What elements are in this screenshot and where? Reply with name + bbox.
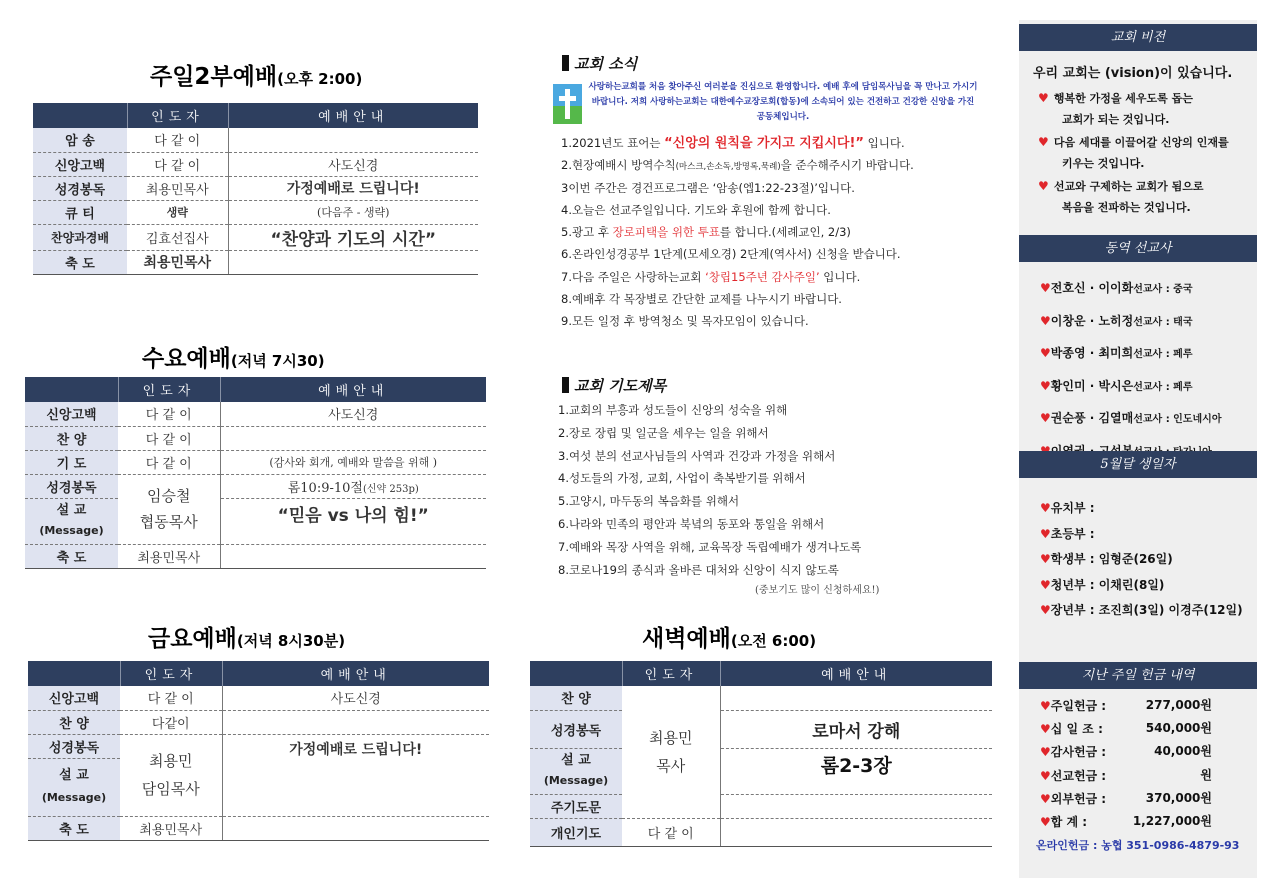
news-motto: “신앙의 원칙을 가지고 지킵시다!” [664,136,864,151]
list-item: 5.고양시, 마두동의 복음화를 위해서 [558,494,740,509]
heart-icon: ♥ [1040,411,1051,425]
missionary-names: 권순풍 · 김열매 [1050,411,1134,425]
list-item [1040,810,1212,833]
vision-intro: 우리 교회는 (vision)이 있습니다. [1033,66,1233,81]
list-item [1040,572,1243,598]
heart-icon: ♥ [1040,346,1051,360]
missionary-country: 선교사 : 중국 [1133,284,1193,295]
row-info [228,128,478,152]
friday-table [28,661,489,841]
offering-label: 주일헌금 : [1050,699,1107,713]
heart-icon: ♥ [1040,722,1051,737]
news-heading-text: 교회 소식 [574,55,638,73]
list-item: 7.예배와 목장 사역을 위해, 교육목장 독립예배가 생겨나도록 [558,539,862,554]
list-item [1038,174,1229,197]
birthdays-heading: 5월달 생일자 [1019,451,1257,478]
offering-label: 십 일 조 : [1050,722,1103,737]
news-text: 7.다음 주일은 사랑하는교회 [561,269,706,284]
news-text: 입니다. [819,269,861,284]
heart-icon: ♥ [1038,179,1049,193]
row-info: 가정예배로 드립니다! [228,176,478,200]
news-highlight: ‘창립15주년 감사주일’ [705,269,820,284]
merged-leader [118,474,220,544]
welcome-message: 사랑하는교회를 처음 찾아주신 여러분을 진심으로 환영합니다. 예배 후에 담임목사님을 꼭 만나고 가시기 바랍니다. 저희 사랑하는교회는 대한예수교장로회(합동)에 소속되어 있는 건전하고 건강한 신앙을 가진 공동체입니다. [588,82,978,122]
row-label [28,758,120,816]
header-empty [530,661,622,686]
news-text: 2.현장예배시 방역수칙 [561,158,676,173]
list-item: 3.여섯 분의 선교사님들의 사역과 건강과 가정을 위해서 [558,448,836,463]
header-info: 예배안내 [220,377,486,402]
heart-icon: ♥ [1038,91,1049,105]
list-item [1040,370,1221,403]
list-item: 6.온라인성경공부 1단계(모세오경) 2단계(역사서) 신청을 받습니다. [561,247,901,262]
online-offering-account: 온라인헌금 : 농협 351-0986-4879-93 [1036,839,1240,852]
heart-icon: ♥ [1040,526,1051,541]
header-empty [28,661,120,686]
row-info: “찬양과 기도의 시간” [228,224,478,250]
vision-text: 선교와 구제하는 교회가 됨으로 [1053,180,1204,193]
prayer-note: (중보기도 많이 신청하세요!) [755,585,880,596]
row-label-main: 설 교 [56,503,87,518]
row-leader: 최용민목사 [127,250,228,274]
leader-title: 목사 [656,756,686,775]
leader-name: 최용민 [149,752,193,770]
list-item [1040,546,1243,572]
leader-title: 협동목사 [139,513,198,531]
offering-label: 선교헌금 : [1050,768,1107,783]
list-item [1040,740,1212,763]
news-text: 5.광고 후 [561,225,613,240]
sunday2-table [33,103,478,275]
missionary-country: 선교사 : 인도네시아 [1133,414,1222,425]
table-row [28,686,489,710]
vision-text: 키우는 것입니다. [1062,157,1145,170]
header-empty [25,377,118,402]
header-leader: 인도자 [120,661,222,686]
header-info: 예배안내 [222,661,489,686]
leader-name: 임승철 [147,487,191,505]
list-item [1040,495,1243,521]
header-info: 예배안내 [228,103,478,128]
heart-icon: ♥ [1040,791,1051,806]
row-leader: 김효선집사 [127,224,228,250]
row-info: 롬2-3장 [720,748,992,794]
news-text: 입니다. [863,136,905,150]
row-label: 찬 양 [28,710,120,734]
row-leader: 다 같 이 [127,152,228,176]
list-item: 8.코로나19의 종식과 올바른 대처와 신앙이 식지 않도록 [558,562,839,577]
leader-title: 담임목사 [141,780,200,798]
list-item [1040,694,1212,717]
heart-icon: ♥ [1040,552,1051,566]
table-row [33,224,478,250]
offering-amount: 1,227,000원 [1132,814,1212,829]
heart-icon: ♥ [1040,281,1051,295]
row-label: 축 도 [25,544,118,568]
header-leader: 인도자 [127,103,228,128]
table-row [33,200,478,224]
heart-icon: ♥ [1040,745,1051,760]
news-heading [562,53,637,74]
row-leader: 생략 [127,200,228,224]
missionary-names: 황인미 · 박시은 [1050,378,1134,393]
header-leader: 인도자 [622,661,720,686]
prayer-heading [562,375,666,396]
row-label: 암 송 [33,128,127,152]
birthday-text: 청년부 : 이채린(8일) [1050,577,1165,592]
row-label-sub: (Message) [41,791,107,804]
table-row [25,474,486,498]
list-item [561,154,914,176]
list-item [1040,597,1243,623]
missionary-country: 선교사 : 페루 [1133,349,1193,360]
row-info [220,474,486,498]
row-leader: 최용민목사 [120,816,222,840]
row-label: 찬 양 [25,426,118,450]
list-item: 4.성도들의 가정, 교회, 사업이 축복받기를 위해서 [558,471,806,486]
row-label: 찬 양 [530,686,622,710]
offering-amount: 277,000원 [1145,698,1212,712]
row-info: 사도신경 [220,402,486,426]
table-row [25,498,486,544]
list-item: 1.교회의 부흥과 성도들이 신앙의 성숙을 위해 [558,403,788,417]
list-item: 6.나라와 민족의 평안과 북녘의 동포와 통일을 위해서 [558,516,825,531]
header-info: 예배안내 [720,661,992,686]
row-leader: 최용민목사 [127,176,228,200]
missionary-names: 이창운 · 노히정 [1050,313,1134,328]
offering-amount: 원 [1200,767,1212,782]
sunday2-title [150,58,362,91]
row-info: 사도신경 [228,152,478,176]
table-row [33,152,478,176]
heart-icon: ♥ [1040,768,1051,783]
vision-list [1038,86,1229,218]
row-leader: 다 같 이 [118,426,220,450]
birthday-text: 학생부 : 임형준(26일) [1050,552,1173,566]
offering-amount: 40,000원 [1154,744,1212,759]
row-label-sub: (Message) [39,524,104,537]
news-text: 을 준수해주시기 바랍니다. [780,158,914,173]
sunday2-time: (오후 2:00) [277,70,363,88]
list-item: 4.오늘은 선교주일입니다. 기도와 후원에 함께 합니다. [561,202,831,217]
row-leader: 다 같 이 [120,686,222,710]
heart-icon: ♥ [1040,699,1051,713]
sermon-title: “믿음 vs 나의 힘!” [220,498,486,544]
list-item [1040,402,1221,435]
heart-icon: ♥ [1040,501,1051,515]
row-info [220,544,486,568]
row-label: 신앙고백 [33,152,127,176]
wednesday-table [25,377,486,569]
list-item: 2.장로 장립 및 일군을 세우는 일을 위해서 [558,425,769,440]
row-info: (감사와 회개, 예배와 말씀을 위해 ) [220,450,486,474]
table-row [530,748,992,794]
row-leader: 다 같 이 [622,818,720,846]
row-leader: 다같이 [120,710,222,734]
table-row [25,426,486,450]
friday-title-text: 금요예배 [148,626,237,652]
wednesday-title [142,340,325,373]
header-empty [33,103,127,128]
wednesday-title-text: 수요예배 [142,346,231,372]
list-item [1040,305,1221,338]
prayer-heading-text: 교회 기도제목 [574,377,667,395]
sunday2-title-text: 주일2부예배 [150,64,278,90]
row-label [530,748,622,794]
table-row [33,176,478,200]
scripture-page: (신약 253p) [362,483,419,495]
table-row [530,818,992,846]
table-row [33,128,478,152]
offering-amount: 370,000원 [1145,790,1212,805]
cross-logo-icon [553,84,582,124]
row-info [228,250,478,274]
row-leader: 최용민목사 [118,544,220,568]
birthday-list [1040,495,1243,623]
row-label: 성경봉독 [25,474,118,498]
heart-icon: ♥ [1040,603,1051,617]
news-highlight: 장로피택을 위한 투표 [612,225,720,240]
row-label-sub: (Message) [543,774,609,787]
missionaries-heading: 동역 선교사 [1019,235,1257,262]
row-label-main: 설 교 [561,753,591,768]
list-item: 8.예배후 각 목장별로 간단한 교제를 나누시기 바랍니다. [561,292,842,307]
offering-label: 외부헌금 : [1050,791,1107,806]
list-item [1040,717,1212,740]
table-row [28,710,489,734]
offering-label: 합 계 : [1050,815,1088,830]
missionary-list [1040,272,1221,467]
table-row [33,250,478,274]
list-item [1040,764,1212,787]
row-label: 큐 티 [33,200,127,224]
dawn-table [530,661,992,847]
heart-icon: ♥ [1038,135,1049,149]
row-label: 주기도문 [530,794,622,818]
prayer-list [558,399,861,581]
list-item [1040,787,1212,810]
missionary-names: 전호신 · 이이화 [1050,281,1134,295]
merged-leader [622,686,720,818]
list-item: 3이번 주간은 경건프로그램은 ‘암송(엡1:22-23절)’입니다. [561,180,855,195]
header-leader: 인도자 [118,377,220,402]
row-info: 로마서 강해 [720,710,992,748]
row-label: 성경봉독 [33,176,127,200]
missionary-country: 선교사 : 페루 [1133,381,1193,393]
list-item [561,221,914,243]
news-note: (마스크,손소독,방명록,묵례) [675,162,781,173]
vision-heading: 교회 비전 [1019,24,1257,51]
heart-icon: ♥ [1040,313,1051,328]
vision-text: 교회가 되는 것입니다. [1062,113,1170,126]
row-label: 신앙고백 [28,686,120,710]
row-info: (다음주 - 생략) [228,200,478,224]
row-info [222,710,489,734]
row-info [220,426,486,450]
heart-icon: ♥ [1040,577,1051,592]
row-leader: 다 같 이 [118,402,220,426]
list-item [561,266,914,288]
offering-heading: 지난 주일 헌금 내역 [1019,662,1257,689]
dawn-time: (오전 6:00) [730,632,817,650]
row-info: 사도신경 [222,686,489,710]
table-row [28,734,489,758]
table-row [25,402,486,426]
news-text: 1.2021년도 표어는 [561,136,665,150]
scripture-ref: 롬10:9-10절 [287,480,363,496]
merged-leader [120,734,222,816]
row-info [720,818,992,846]
vision-text: 복음을 전파하는 것입니다. [1062,201,1191,214]
vision-text: 다음 세대를 이끌어갈 신앙의 인재를 [1053,136,1229,149]
table-row [530,686,992,710]
row-label-main: 설 교 [59,768,89,783]
wednesday-time: (저녁 7시30) [230,352,325,370]
table-row [530,710,992,748]
row-label: 찬양과경배 [33,224,127,250]
row-info: 가정예배로 드립니다! [222,734,489,816]
table-row [25,450,486,474]
friday-time: (저녁 8시30분) [236,632,346,650]
vision-text: 행복한 가정을 세우도록 돕는 [1053,92,1193,105]
row-leader: 다 같 이 [118,450,220,474]
news-text: 를 합니다.(세례교인, 2/3) [719,225,851,240]
row-leader: 다 같 이 [127,128,228,152]
table-row [28,816,489,840]
list-item [1040,521,1243,547]
heart-icon: ♥ [1040,815,1051,830]
row-label: 성경봉독 [28,734,120,758]
list-item [1038,130,1229,153]
list-item [1040,272,1221,305]
row-info [222,816,489,840]
dawn-title-text: 새벽예배 [642,626,731,652]
row-info [720,686,992,710]
friday-title [148,620,345,653]
news-list [561,132,914,333]
row-label: 축 도 [33,250,127,274]
row-label: 축 도 [28,816,120,840]
heading-bar-icon [562,55,569,71]
row-label [25,498,118,544]
birthday-text: 유치부 : [1050,501,1095,515]
list-item: 9.모든 일정 후 방역청소 및 목자모임이 있습니다. [561,314,809,329]
offering-list [1040,694,1212,833]
row-info [720,794,992,818]
table-row [530,794,992,818]
offering-amount: 540,000원 [1145,721,1212,736]
birthday-text: 초등부 : [1050,526,1095,541]
table-row [25,544,486,568]
dawn-title [642,620,816,653]
missionary-names: 박종영 · 최미희 [1050,346,1134,360]
leader-name: 최용민 [649,728,693,747]
heading-bar-icon [562,377,569,393]
offering-label: 감사헌금 : [1050,745,1107,760]
row-label: 성경봉독 [530,710,622,748]
heart-icon: ♥ [1040,378,1051,393]
birthday-text: 장년부 : 조진희(3일) 이경주(12일) [1050,603,1243,617]
row-label: 신앙고백 [25,402,118,426]
row-label: 개인기도 [530,818,622,846]
list-item [561,132,914,154]
list-item [1038,86,1229,109]
list-item [1040,337,1221,370]
missionary-country: 선교사 : 태국 [1133,316,1193,328]
row-label: 기 도 [25,450,118,474]
